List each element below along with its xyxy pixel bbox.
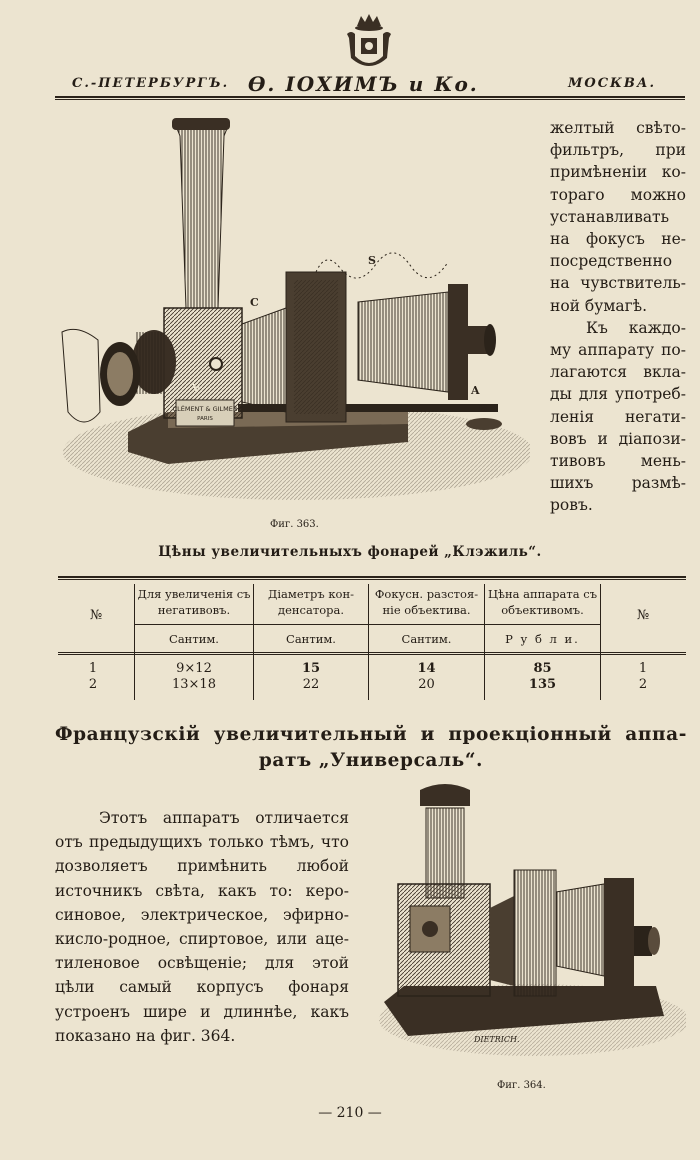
right-column-paragraph-1: желтый свѣто-фильтръ, при примѣненiи ко-тораго можно устанавливать на фокусъ не-посредственно на чувствитель-ной бумагѣ.	[550, 119, 686, 315]
figure-label-a: A	[471, 384, 480, 397]
maker-plate-text: CLÉMENT & GILMER	[172, 405, 238, 413]
row1-number: 1	[88, 661, 98, 676]
unit-price: Р у б л и.	[505, 632, 580, 646]
figure-363-enlarging-lantern	[58, 112, 530, 512]
figure-label-r: R	[90, 370, 99, 381]
row1-focal: 14	[417, 661, 436, 676]
header-city-left: С.-ПЕТЕРБУРГЪ.	[72, 76, 230, 91]
figure-label-b: B	[478, 402, 488, 415]
right-column-paragraph-2: Къ каждо-му аппарату по-лагаются вкла-ды для употреб-ленiя негати-вовъ и дiапози-тивовъ мень-шихъ размѣ-ровъ.	[550, 318, 686, 515]
column-header-price: Цѣна аппарата съ объективомъ.	[487, 587, 598, 617]
row2-number-right: 2	[638, 677, 648, 692]
price-table	[58, 576, 686, 700]
header-city-right: МОСКВА.	[568, 76, 656, 91]
unit-condenser: Сантим.	[286, 632, 336, 646]
figure-label-s: S	[368, 254, 376, 267]
column-header-enlargement: Для увеличенiя съ негативовъ.	[137, 587, 251, 617]
header-rule-thin	[55, 99, 685, 100]
right-column-text	[550, 117, 686, 517]
section-body-paragraph: Этотъ аппаратъ отличается отъ предыдущихъ только тѣмъ, что дозволяетъ примѣнить любой источникъ свѣта, какъ то: керо-синовое, электрическое, эфирно-кисло-родное, спиртовое, или аце-тиленовое освѣщенiе; для этой цѣли самый корпусъ фонаря устроенъ шире и длиннѣе, какъ показано на фиг. 364.	[55, 809, 349, 1045]
figure-364-universal-apparatus	[364, 780, 686, 1070]
coat-of-arms-icon	[343, 12, 395, 72]
figure-label-v: V	[192, 382, 201, 395]
row2-price: 135	[528, 677, 557, 692]
column-header-number-right: №	[636, 608, 650, 623]
figure-label-c: C	[250, 296, 259, 309]
header-company-name: Ѳ. IОХИМЪ и Ко.	[248, 72, 479, 96]
page-number: — 210 —	[318, 1105, 382, 1121]
row1-number-right: 1	[638, 661, 648, 676]
unit-enlargement: Сантим.	[169, 632, 219, 646]
row1-size: 9×12	[176, 661, 212, 676]
column-header-condenser: Дiаметръ кон-денсатора.	[268, 587, 354, 617]
row2-condenser: 22	[302, 677, 320, 692]
unit-focal-length: Сантим.	[401, 632, 452, 646]
row1-price: 85	[533, 661, 552, 676]
section-heading-universal: Французскiй увеличительный и проекцiонный аппа-ратъ „Универсаль“.	[55, 724, 687, 771]
row1-condenser: 15	[301, 661, 321, 676]
figure-363-caption: Фиг. 363.	[270, 519, 319, 530]
column-header-focal-length: Фокусн. разстоя-нiе объектива.	[374, 587, 479, 617]
column-header-number-left: №	[89, 608, 103, 623]
price-table-title: Цѣны увеличительныхъ фонарей „Клэжиль“.	[158, 544, 542, 560]
page-header	[58, 72, 686, 96]
maker-plate-city: PARIS	[197, 416, 213, 422]
row2-size: 13×18	[172, 677, 216, 692]
row2-focal: 20	[418, 677, 435, 692]
header-rule	[55, 96, 685, 98]
figure-364-caption: Фиг. 364.	[497, 1080, 546, 1091]
section-body-text	[55, 806, 349, 1048]
row2-number: 2	[88, 677, 98, 692]
engraver-signature: DIETRICH.	[474, 1035, 520, 1044]
